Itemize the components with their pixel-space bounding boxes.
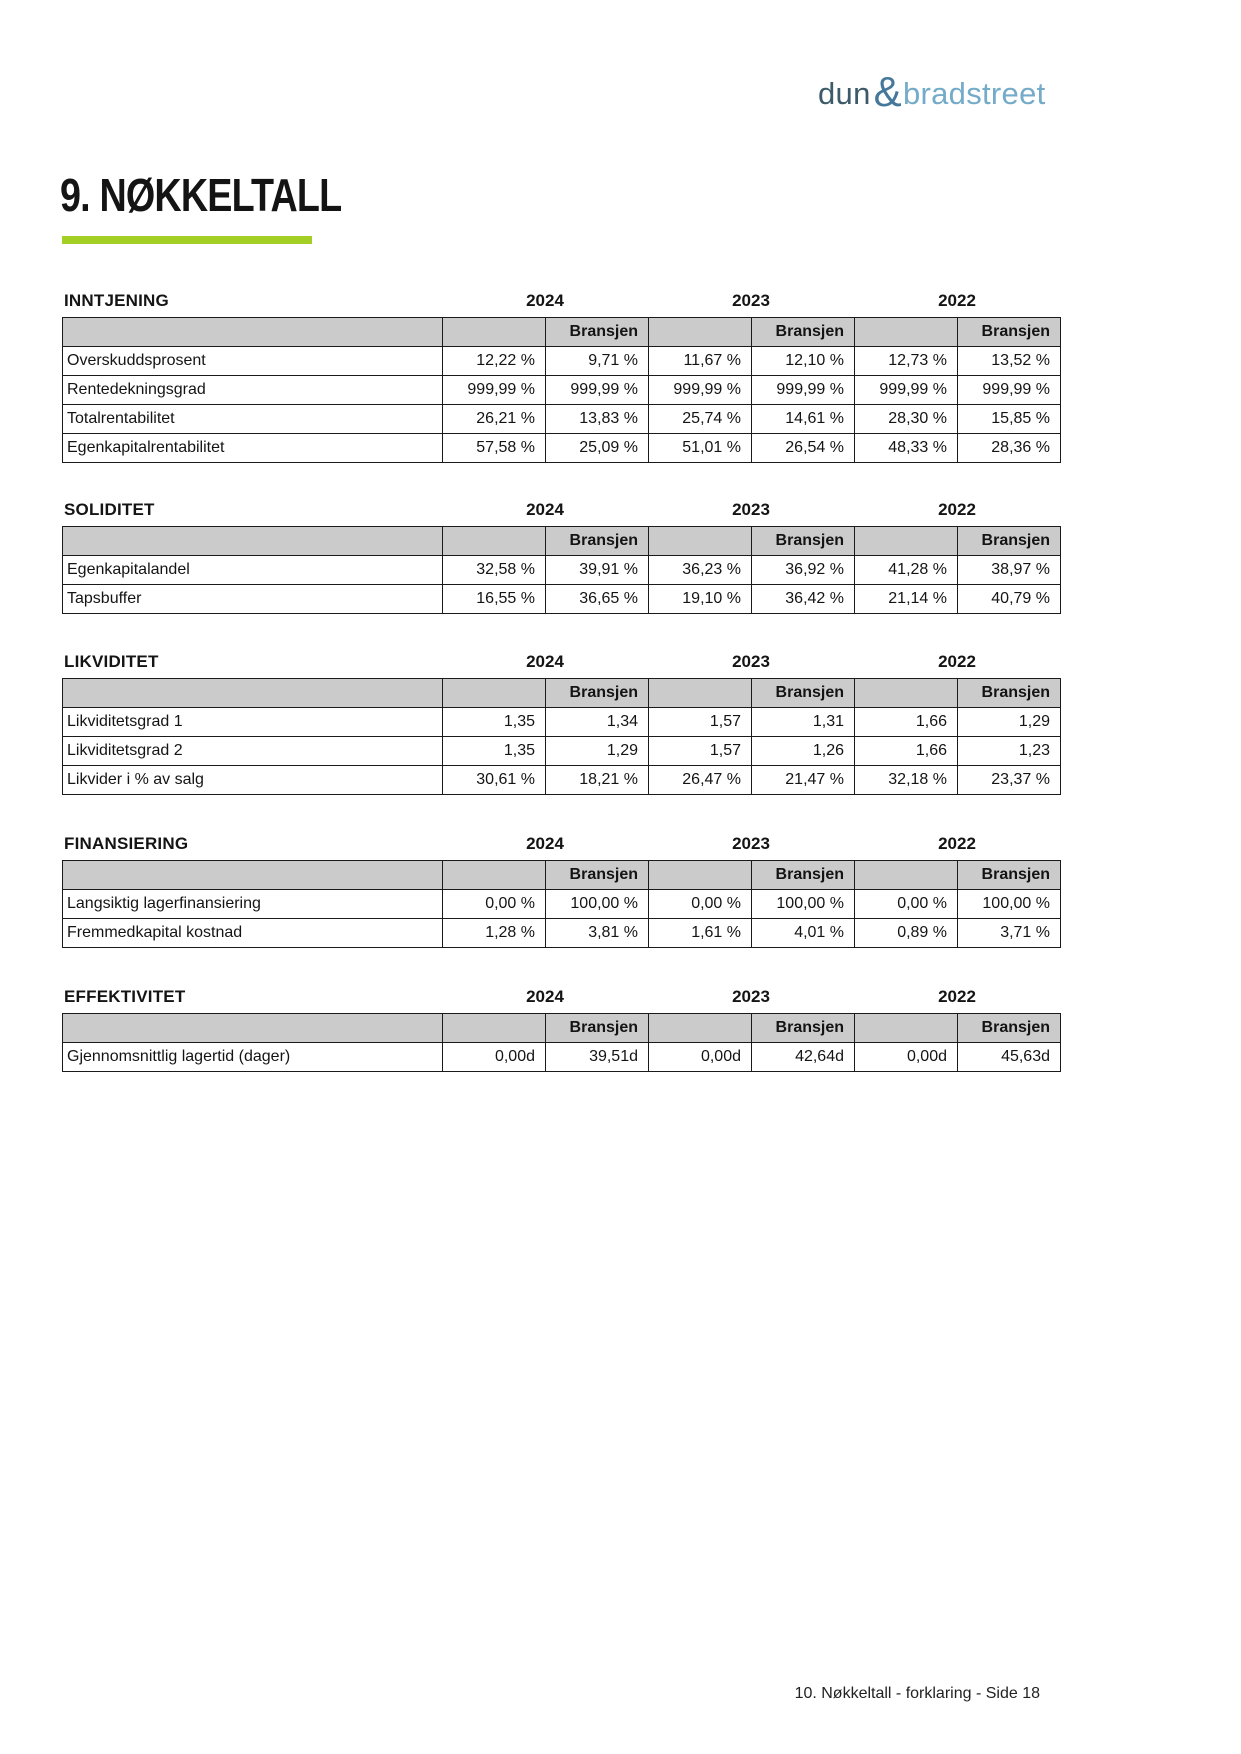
header-company-cell: [855, 861, 958, 890]
metric-value-cell: 26,47 %: [649, 766, 752, 795]
metric-value-cell: 1,31: [752, 708, 855, 737]
metric-value-cell: 15,85 %: [958, 405, 1061, 434]
metric-label-cell: Egenkapitalandel: [63, 556, 443, 585]
metric-value-cell: 51,01 %: [649, 434, 752, 463]
kpi-table: [62, 860, 1061, 948]
metric-value-cell: 4,01 %: [752, 919, 855, 948]
year-label-2023: 2023: [732, 652, 770, 671]
year-label-2022: 2022: [938, 987, 976, 1006]
table-row: [63, 434, 1061, 463]
table-row: [63, 890, 1061, 919]
metric-value-cell: 999,99 %: [958, 376, 1061, 405]
header-company-cell: [855, 318, 958, 347]
metric-value-cell: 1,66: [855, 708, 958, 737]
header-industry-cell: Bransjen: [546, 1014, 649, 1043]
header-company-cell: [649, 861, 752, 890]
metric-value-cell: 42,64d: [752, 1043, 855, 1072]
metric-value-cell: 1,29: [958, 708, 1061, 737]
header-company-cell: [443, 1014, 546, 1043]
metric-label-cell: Egenkapitalrentabilitet: [63, 434, 443, 463]
header-empty-cell: [63, 318, 443, 347]
header-industry-cell: Bransjen: [752, 318, 855, 347]
kpi-table: [62, 678, 1061, 795]
table-header-row: [63, 679, 1061, 708]
section-title: LIKVIDITET: [64, 652, 159, 671]
metric-value-cell: 3,81 %: [546, 919, 649, 948]
metric-value-cell: 14,61 %: [752, 405, 855, 434]
metric-value-cell: 1,34: [546, 708, 649, 737]
metric-value-cell: 36,65 %: [546, 585, 649, 614]
metric-value-cell: 19,10 %: [649, 585, 752, 614]
metric-value-cell: 36,23 %: [649, 556, 752, 585]
year-label-2023: 2023: [732, 987, 770, 1006]
kpi-section: [62, 290, 1060, 463]
year-label-2022: 2022: [938, 500, 976, 519]
table-header-row: [63, 318, 1061, 347]
table-row: [63, 708, 1061, 737]
metric-value-cell: 12,22 %: [443, 347, 546, 376]
table-row: [63, 376, 1061, 405]
table-header-row: [63, 527, 1061, 556]
header-company-cell: [649, 679, 752, 708]
metric-value-cell: 1,29: [546, 737, 649, 766]
header-company-cell: [855, 527, 958, 556]
metric-value-cell: 26,21 %: [443, 405, 546, 434]
header-industry-cell: Bransjen: [546, 318, 649, 347]
header-industry-cell: Bransjen: [752, 527, 855, 556]
header-industry-cell: Bransjen: [752, 861, 855, 890]
metric-value-cell: 25,74 %: [649, 405, 752, 434]
kpi-table: [62, 317, 1061, 463]
metric-label-cell: Fremmedkapital kostnad: [63, 919, 443, 948]
metric-value-cell: 38,97 %: [958, 556, 1061, 585]
header-company-cell: [649, 318, 752, 347]
metric-value-cell: 30,61 %: [443, 766, 546, 795]
metric-value-cell: 100,00 %: [752, 890, 855, 919]
table-row: [63, 737, 1061, 766]
metric-value-cell: 1,35: [443, 708, 546, 737]
table-row: [63, 1043, 1061, 1072]
section-header: [62, 499, 1060, 526]
header-empty-cell: [63, 861, 443, 890]
year-label-2024: 2024: [526, 987, 564, 1006]
metric-value-cell: 12,10 %: [752, 347, 855, 376]
metric-value-cell: 0,00d: [855, 1043, 958, 1072]
metric-value-cell: 100,00 %: [546, 890, 649, 919]
metric-label-cell: Langsiktig lagerfinansiering: [63, 890, 443, 919]
header-industry-cell: Bransjen: [958, 318, 1061, 347]
year-label-2022: 2022: [938, 652, 976, 671]
metric-value-cell: 23,37 %: [958, 766, 1061, 795]
header-industry-cell: Bransjen: [958, 679, 1061, 708]
metric-value-cell: 999,99 %: [752, 376, 855, 405]
logo-text-dun: dun: [818, 75, 871, 111]
header-industry-cell: Bransjen: [958, 861, 1061, 890]
page-title: 9. NØKKELTALL: [60, 169, 342, 221]
metric-value-cell: 25,09 %: [546, 434, 649, 463]
table-header-row: [63, 1014, 1061, 1043]
header-industry-cell: Bransjen: [546, 679, 649, 708]
section-header: [62, 651, 1060, 678]
metric-value-cell: 28,36 %: [958, 434, 1061, 463]
metric-value-cell: 28,30 %: [855, 405, 958, 434]
metric-value-cell: 999,99 %: [546, 376, 649, 405]
section-title: EFFEKTIVITET: [64, 987, 186, 1006]
header-industry-cell: Bransjen: [546, 861, 649, 890]
metric-label-cell: Gjennomsnittlig lagertid (dager): [63, 1043, 443, 1072]
metric-label-cell: Tapsbuffer: [63, 585, 443, 614]
header-industry-cell: Bransjen: [752, 1014, 855, 1043]
year-label-2024: 2024: [526, 291, 564, 310]
kpi-section: [62, 833, 1060, 948]
header-industry-cell: Bransjen: [546, 527, 649, 556]
metric-value-cell: 36,42 %: [752, 585, 855, 614]
metric-value-cell: 48,33 %: [855, 434, 958, 463]
metric-value-cell: 32,18 %: [855, 766, 958, 795]
metric-value-cell: 0,89 %: [855, 919, 958, 948]
metric-label-cell: Totalrentabilitet: [63, 405, 443, 434]
section-title: SOLIDITET: [64, 500, 155, 519]
header-company-cell: [855, 679, 958, 708]
table-row: [63, 919, 1061, 948]
year-label-2022: 2022: [938, 291, 976, 310]
header-company-cell: [649, 527, 752, 556]
header-empty-cell: [63, 1014, 443, 1043]
table-row: [63, 556, 1061, 585]
year-label-2024: 2024: [526, 500, 564, 519]
metric-value-cell: 21,14 %: [855, 585, 958, 614]
metric-label-cell: Overskuddsprosent: [63, 347, 443, 376]
header-company-cell: [443, 861, 546, 890]
metric-value-cell: 11,67 %: [649, 347, 752, 376]
dun-and-bradstreet-logo: [818, 68, 1046, 115]
table-row: [63, 585, 1061, 614]
metric-value-cell: 32,58 %: [443, 556, 546, 585]
kpi-section: [62, 499, 1060, 614]
section-title: INNTJENING: [64, 291, 169, 310]
metric-value-cell: 0,00 %: [855, 890, 958, 919]
table-row: [63, 766, 1061, 795]
kpi-section: [62, 651, 1060, 795]
metric-value-cell: 13,52 %: [958, 347, 1061, 376]
kpi-table: [62, 526, 1061, 614]
logo-text-bradstreet: bradstreet: [902, 75, 1046, 111]
metric-value-cell: 39,51d: [546, 1043, 649, 1072]
metric-label-cell: Likvider i % av salg: [63, 766, 443, 795]
header-company-cell: [443, 527, 546, 556]
metric-value-cell: 36,92 %: [752, 556, 855, 585]
header-company-cell: [443, 318, 546, 347]
year-label-2023: 2023: [732, 291, 770, 310]
header-industry-cell: Bransjen: [958, 527, 1061, 556]
header-industry-cell: Bransjen: [958, 1014, 1061, 1043]
metric-value-cell: 21,47 %: [752, 766, 855, 795]
metric-value-cell: 0,00d: [443, 1043, 546, 1072]
metric-value-cell: 1,28 %: [443, 919, 546, 948]
year-label-2023: 2023: [732, 834, 770, 853]
metric-label-cell: Rentedekningsgrad: [63, 376, 443, 405]
kpi-table: [62, 1013, 1061, 1072]
metric-value-cell: 1,57: [649, 737, 752, 766]
metric-value-cell: 999,99 %: [443, 376, 546, 405]
table-header-row: [63, 861, 1061, 890]
metric-value-cell: 0,00 %: [649, 890, 752, 919]
section-header: [62, 986, 1060, 1013]
year-label-2024: 2024: [526, 834, 564, 853]
header-empty-cell: [63, 527, 443, 556]
metric-value-cell: 1,26: [752, 737, 855, 766]
metric-value-cell: 9,71 %: [546, 347, 649, 376]
metric-value-cell: 18,21 %: [546, 766, 649, 795]
header-industry-cell: Bransjen: [752, 679, 855, 708]
ampersand-icon: &: [873, 68, 902, 115]
metric-value-cell: 26,54 %: [752, 434, 855, 463]
year-label-2024: 2024: [526, 652, 564, 671]
title-accent-bar: [62, 236, 312, 244]
section-header: [62, 833, 1060, 860]
metric-value-cell: 45,63d: [958, 1043, 1061, 1072]
year-label-2022: 2022: [938, 834, 976, 853]
metric-value-cell: 40,79 %: [958, 585, 1061, 614]
header-company-cell: [443, 679, 546, 708]
metric-value-cell: 1,61 %: [649, 919, 752, 948]
metric-value-cell: 0,00 %: [443, 890, 546, 919]
section-title: FINANSIERING: [64, 834, 189, 853]
year-label-2023: 2023: [732, 500, 770, 519]
metric-value-cell: 1,66: [855, 737, 958, 766]
metric-value-cell: 57,58 %: [443, 434, 546, 463]
metric-value-cell: 999,99 %: [649, 376, 752, 405]
section-header: [62, 290, 1060, 317]
metric-label-cell: Likviditetsgrad 1: [63, 708, 443, 737]
header-company-cell: [855, 1014, 958, 1043]
header-empty-cell: [63, 679, 443, 708]
metric-value-cell: 100,00 %: [958, 890, 1061, 919]
metric-value-cell: 1,57: [649, 708, 752, 737]
metric-value-cell: 41,28 %: [855, 556, 958, 585]
metric-value-cell: 999,99 %: [855, 376, 958, 405]
metric-value-cell: 1,35: [443, 737, 546, 766]
metric-value-cell: 3,71 %: [958, 919, 1061, 948]
metric-value-cell: 16,55 %: [443, 585, 546, 614]
metric-value-cell: 0,00d: [649, 1043, 752, 1072]
metric-label-cell: Likviditetsgrad 2: [63, 737, 443, 766]
metric-value-cell: 1,23: [958, 737, 1061, 766]
table-row: [63, 405, 1061, 434]
metric-value-cell: 12,73 %: [855, 347, 958, 376]
metric-value-cell: 39,91 %: [546, 556, 649, 585]
kpi-section: [62, 986, 1060, 1072]
page-footer: 10. Nøkkeltall - forklaring - Side 18: [794, 1685, 1040, 1702]
header-company-cell: [649, 1014, 752, 1043]
metric-value-cell: 13,83 %: [546, 405, 649, 434]
table-row: [63, 347, 1061, 376]
